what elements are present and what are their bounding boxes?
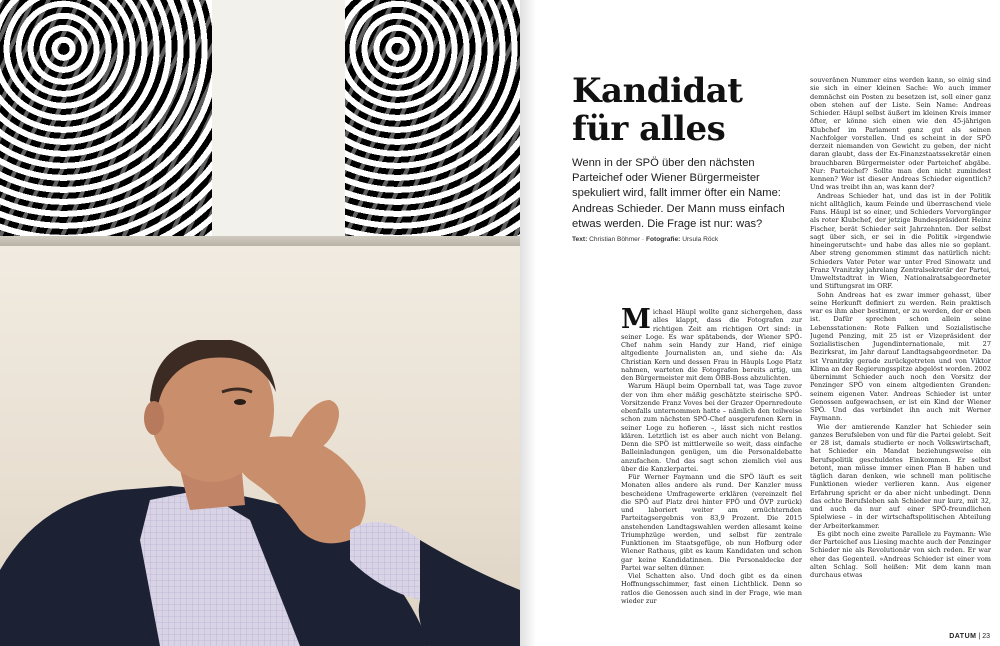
artwork-panel-left [0, 0, 212, 244]
paragraph: Wie der amtierende Kanzler hat Schieder sein ganzes Berufsleben von und für die Partei gelebt. Seit er 28 ist, damals studierte er noch Volkswirtschaft, hat Schieder ein Mandat beziehungsweise ein Berufspolitik geschuldetes Einkommen. Er selbst betont, man müsse immer einen Plan B haben und täglich daran denken, wie schnell man politische Funktionen wieder verlieren kann. Aus eigener Erfahrung spricht er da aber nicht unbedingt. Denn das echte Berufsleben sah Schieder nur kurz, mit 32, und auch da nur auf einer SPÖ-freundlichen Spielwiese – in der wirtschaftspolitischen Abteilung der Arbeiterkammer. [810, 422, 991, 530]
paragraph: Warum Häupl beim Opernball tat, was Tage zuvor der von ihm eher mäßig geschätzte steirische SPÖ-Vorsitzende Franz Voves bei der Grazer Opernredoute ebenfalls unternommen hatte – nämlich den teilweise schon zum nächsten SPÖ-Chef ausgerufenen Kern in seiner Loge zu hofieren –, lässt sich nicht restlos klären. Letztlich ist es aber auch nicht von Belang. Denn die SPÖ ist mittlerweile so weit, dass einfache Balleinladungen genügen, um die Personaldebatte anzufachen. Und das sagt schon ziemlich viel aus über die Kanzlerpartei. [621, 382, 802, 473]
footer-separator: | [978, 633, 981, 640]
headline-line-1: Kandidat [572, 71, 743, 111]
byline-photo-label: Fotografie: [645, 236, 681, 243]
paragraph: Sohn Andreas hat es zwar immer gehasst, über seine Herkunft definiert zu werden. Rein praktisch war es ihm aber bestimmt, er zu werden, der er eben ist. Dafür sprechen schon allein seine Lebensstationen: Rote Falken und Sozialistische Jugend Penzing, mit 25 ist er Vizepräsident der Sozialistischen Jugendinternationale, mit 27 Bezirksrat, im Jahr darauf Landtagsabgeordneter. Da ist Vranitzky gerade zurückgetreten und von Viktor Klima an der Regierungsspitze abgelöst worden. 2002 übernimmt Schieder auch noch den Vorsitz der Penzinger SPÖ von einem altgedienten Granden: seinem eigenen Vater. Andreas Schieder ist unter Genossen aufgewachsen, er ist ein Kind der Wiener SPÖ. Und das verbindet ihn auch mit Werner Faymann. [810, 290, 991, 423]
byline-text-label: Text: [572, 236, 588, 243]
paragraph [621, 308, 802, 382]
magazine-name: DATUM [949, 633, 977, 640]
photo-shelf-edge [0, 236, 520, 246]
article-headline [572, 72, 802, 148]
paragraph: souveränen Nummer eins werden kann, so einig sind sie sich in einer kleinen Sache: Wo auch immer demnächst ein Posten zu besetzen ist, soll einer ganz oben stehen auf der Liste. Sein Name: Andreas Schieder. Häupl selbst äußert im kleinen Kreis immer öfter, er könne sich einen wie den 45-jährigen Klubchef im Parlament ganz gut als seinen Nachfolger vorstellen. Und es scheint in der SPÖ derzeit niemanden von Gewicht zu geben, der nicht daran glaubt, dass der Ex-Finanzstaatssekretär einen brauchbaren Bürgermeister oder Parteichef abgäbe. Nur: Parteichef? Sollte man den nicht zumindest kennen? Wer ist dieser Andreas Schieder eigentlich? Und was treibt ihn an, was kann der? [810, 76, 991, 192]
drop-cap: M [621, 308, 651, 335]
person-portrait [0, 340, 520, 646]
byline-separator: · [641, 236, 645, 243]
article-deck: Wenn in der SPÖ über den nächsten Parteichef oder Wiener Bürgermeister spekuliert wird, fallt immer öfter ein Name: Andreas Schieder. Der Mann muss einfach etwas werden. Die Frage ist nur: was? [572, 157, 785, 230]
page-gutter-shadow [520, 0, 536, 646]
page-footer [949, 633, 990, 640]
article-byline [572, 236, 804, 243]
artwork-panel-right [345, 0, 520, 244]
headline-line-2: für alles [572, 109, 726, 149]
paragraph: Für Werner Faymann und die SPÖ läuft es seit Monaten alles andere als rund. Der Kanzler muss bescheidene Umfragewerte erklären (vereinzelt fiel die SPÖ auf Platz drei hinter FPÖ und ÖVP zurück) und laboriert weiter am ernüchternden Parteitagsergebnis von 83,9 Prozent. Die 2015 anstehenden Landtagswahlen werden allesamt keine Triumphzüge werden, und selbst für zentrale Funktionen im Staatsgefüge, ob nun Hofburg oder Wiener Rathaus, gibt es kaum Kandidaten und schon gar keine Kandidatinnen. Die Personaldecke der Partei war selten dünner. [621, 473, 802, 572]
paragraph-text: ichael Häupl wollte ganz sichergehen, dass alles klappt, dass die Fotografen zur richtigen Zeit am richtigen Ort sind: in seiner Loge. Es war spätabends, der Wiener SPÖ-Chef nahm sein Handy zur Hand, rief einige altgediente Journalisten an, und siehe da: Als Christian Kern und dessen Frau in Häupls Loge Platz nahmen, warteten die Fotografen bereits artig, um den Bürgermeister mit dem ÖBB-Boss abzulichten. [621, 308, 802, 382]
article-column-1 [621, 308, 802, 634]
byline-photographer: Ursula Röck [682, 236, 719, 243]
article-column-2 [810, 76, 991, 634]
paragraph: Andreas Schieder hat, und das ist in der Politik nicht alltäglich, kaum Feinde und überraschend viele Fans. Häupl ist so einer, und Schieders Vorvorgänger als roter Klubchef, der jetzige Bundespräsident Heinz Fischer, berät Schieder seit Jahrzehnten. Der selbst sagt über sich, er sei in die Politik »irgendwie hineingerutscht« und habe das alles nie so geplant. Aber streng genommen stimmt das natürlich nicht: Schieders Vater Peter war unter Fred Sinowatz und Franz Vranitzky jahrelang Zentralsekretär der Partei, Umweltstadtrat in Wien, Nationalratsabgeordneter und Stiftungsrat im ORF. [810, 191, 991, 291]
page-number: 23 [982, 633, 990, 640]
byline-author: Christian Böhmer [589, 236, 641, 243]
paragraph: Viel Schatten also. Und doch gibt es da einen Hoffnungsschimmer, fast einen Lichtblick. Denn so ratlos die Genossen auch sind in der Frage, wie man wieder zur [621, 572, 802, 605]
paragraph: Es gibt noch eine zweite Parallele zu Faymann: Wie der Parteichef aus Liesing machte auch der Penzinger Schieder nie als Revolutionär von sich reden. Er war eher das Gegenteil. »Andreas Schieder ist einer vom alten Schlag. Soll heißen: Mit dem kann man durchaus etwas [810, 529, 991, 579]
